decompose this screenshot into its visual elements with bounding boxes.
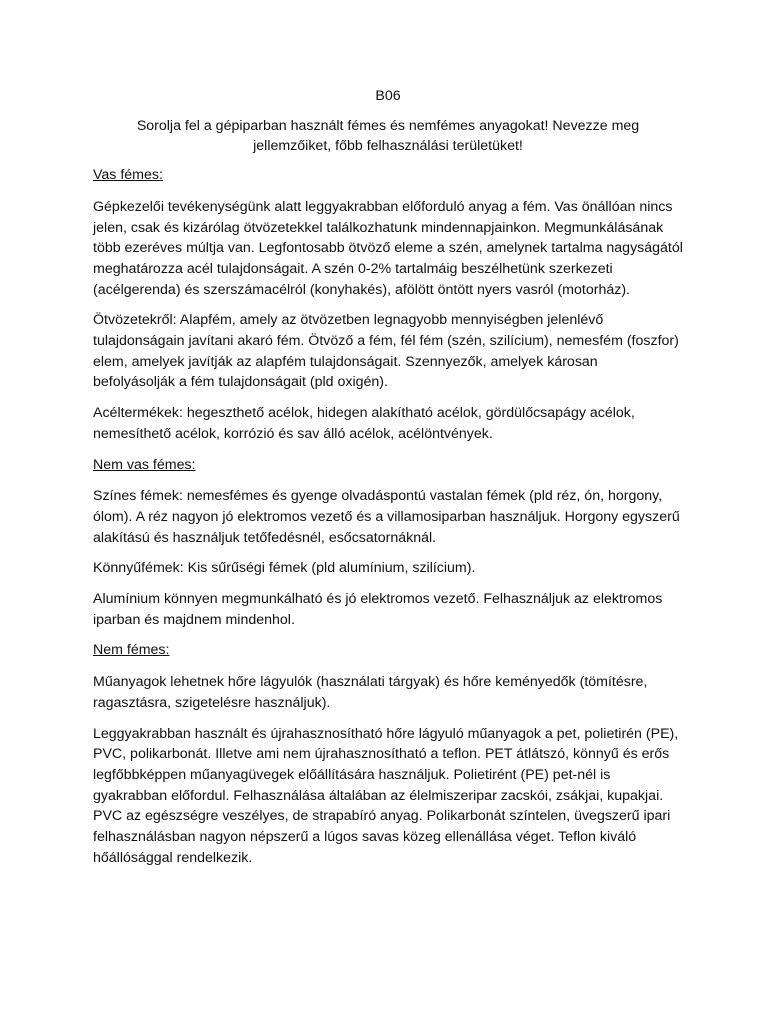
section-nem-vas-femes [93, 455, 683, 631]
section-heading: Vas fémes: [93, 167, 163, 184]
paragraph: Színes fémek: nemesfémes és gyenge olvadáspontú vastalan fémek (pld réz, ón, horgony, ólom). A réz nagyon jó elektromos vezető és a villamosiparban használjuk. Horgony egyszerű alakítású és használjuk tetőfedésnél, esőcsatornáknál. [93, 488, 680, 546]
paragraph: Műanyagok lehetnek hőre lágyulók (használati tárgyak) és hőre keményedők (tömítésre, ragasztásra, szigetelésre használjuk). [93, 674, 648, 711]
paragraph: Alumínium könnyen megmunkálható és jó elektromos vezető. Felhasználjuk az elektromos iparban és majdnem mindenhol. [93, 591, 663, 628]
paragraph: Könnyűfémek: Kis sűrűségi fémek (pld alumínium, szilícium). [93, 560, 476, 577]
paragraph: Gépkezelői tevékenységünk alatt leggyakrabban előforduló anyag a fém. Vas önállóan nincs jelen, csak és kizárólag ötvözetekkel találkozhatunk mindennapjainkon. Megmunkálásának több ezeréves múltja van. Legfontosabb ötvöző eleme a szén, amelynek tartalma nagyságától meghatározza acél tulajdonságait. A szén 0-2% tartalmáig beszélhetünk szerkezeti (acélgerenda) és szerszámacélról (konyhakés), afölött öntött nyers vasról (motorház). [93, 198, 683, 298]
document-code: B06 [375, 88, 401, 104]
document-page [93, 86, 683, 879]
paragraph: Leggyakrabban használt és újrahasznosítható hőre lágyuló műanyagok a pet, polietirén (PE), PVC, polikarbonát. Illetve ami nem újrahasznosítható a teflon. PET átlátszó, könnyű és erős legfőbbképpen műanyagüvegek előállítására használjuk. Polietirént (PE) pet-nél is gyakrabban előfordul. Felhasználása általában az élelmiszeripar zacskói, zsákjai, kupakjai. PVC az egészségre veszélyes, de strapabíró anyag. Polikarbonát színtelen, üvegszerű ipari felhasználásban nagyon népszerű a lúgos savas közeg ellenállása véget. Teflon kiváló hőállósággal rendelkezik. [93, 725, 679, 866]
section-vas-femes [93, 165, 683, 444]
exam-question: Sorolja fel a gépiparban használt fémes és nemfémes anyagokat! Nevezze meg jellemzőiket, főbb felhasználási területüket! [136, 117, 640, 155]
paragraph: Acéltermékek: hegeszthető acélok, hidegen alakítható acélok, gördülőcsapágy acélok, nemesíthető acélok, korrózió és sav álló acélok, acélöntvények. [93, 405, 635, 442]
section-nem-femes [93, 640, 683, 868]
paragraph: Ötvözetekről: Alapfém, amely az ötvözetben legnagyobb mennyiségben jelenlévő tulajdonságain javítani akaró fém. Ötvöző a fém, fél fém (szén, szilícium), nemesfém (foszfor) elem, amelyek javítják az alapfém tulajdonságait. Szennyezők, amelyek károsan befolyásolják a fém tulajdonságait (pld oxigén). [93, 312, 679, 391]
section-heading: Nem fémes: [93, 642, 170, 659]
section-heading: Nem vas fémes: [93, 456, 196, 473]
